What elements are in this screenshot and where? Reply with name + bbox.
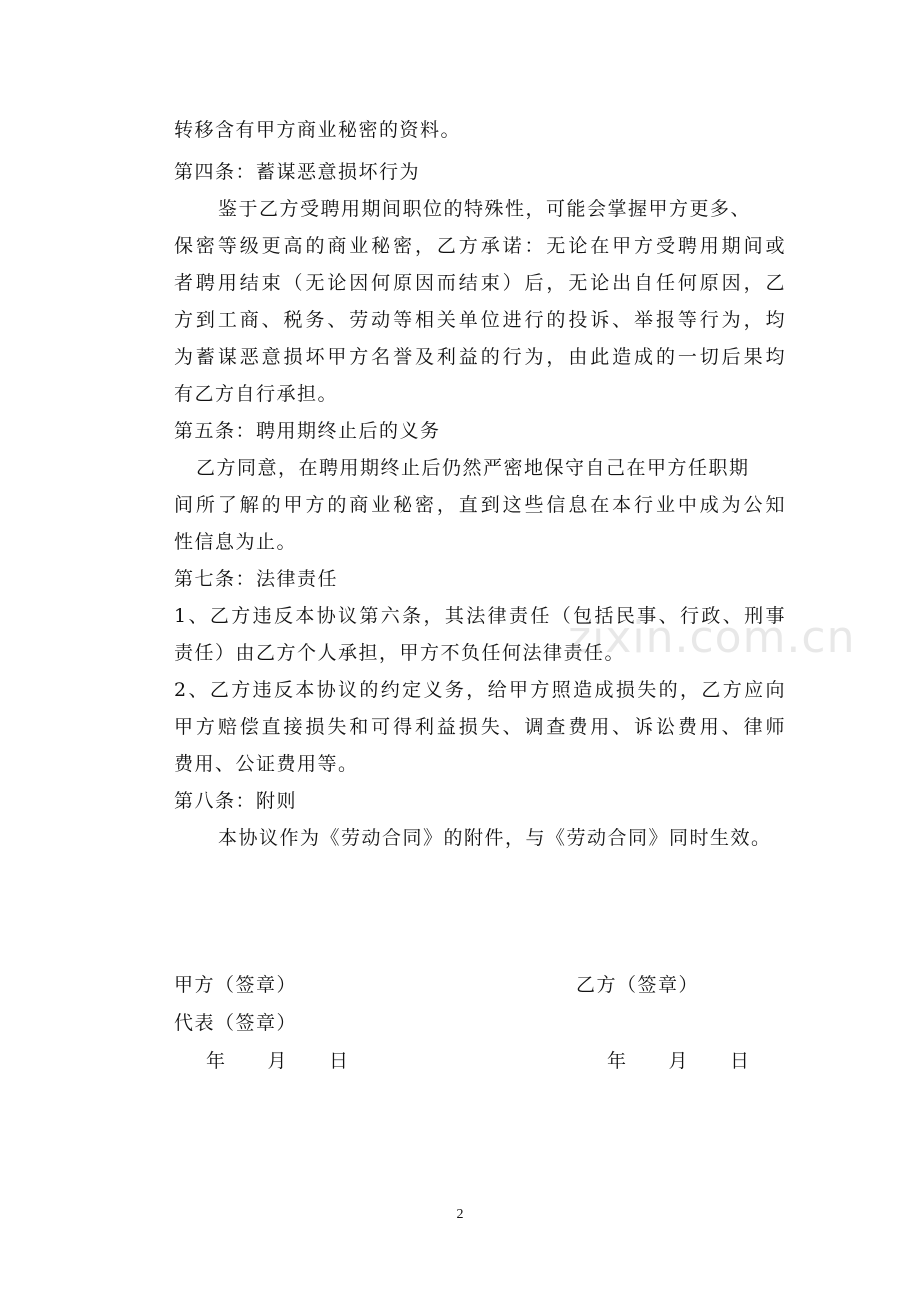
body-line: 本协议作为《劳动合同》的附件，与《劳动合同》同时生效。 xyxy=(218,827,772,849)
body-line: 者聘用结束（无论因何原因而结束）后，无论出自任何原因，乙 xyxy=(174,272,786,294)
watermark: zixin.com.cn xyxy=(568,612,856,663)
page-number: 2 xyxy=(456,1207,464,1222)
party-b-signature: 乙方（签章） xyxy=(576,974,700,996)
body-line: 转移含有甲方商业秘密的资料。 xyxy=(174,119,462,141)
body-line: 责任）由乙方个人承担，甲方不负任何法律责任。 xyxy=(174,642,626,664)
party-a-signature: 甲方（签章） xyxy=(174,974,298,996)
section-heading: 第七条：法律责任 xyxy=(174,568,339,590)
section-heading: 第五条：聘用期终止后的义务 xyxy=(174,420,441,442)
body-line: 为蓄谋恶意损坏甲方名誉及利益的行为，由此造成的一切后果均 xyxy=(174,346,786,368)
body-line: 甲方赔偿直接损失和可得利益损失、调查费用、诉讼费用、律师 xyxy=(174,716,786,738)
body-line: 乙方同意，在聘用期终止后仍然严密地保守自己在甲方任职期 xyxy=(196,457,750,479)
section-heading: 第八条：附则 xyxy=(174,790,298,812)
party-a-date: 年 月 日 xyxy=(206,1050,350,1072)
representative-signature: 代表（签章） xyxy=(174,1012,298,1034)
body-line: 1、乙方违反本协议第六条，其法律责任（包括民事、行政、刑事 xyxy=(174,605,786,627)
body-line: 鉴于乙方受聘用期间职位的特殊性，可能会掌握甲方更多、 xyxy=(218,198,752,220)
body-line: 费用、公证费用等。 xyxy=(174,753,359,775)
body-line: 方到工商、税务、劳动等相关单位进行的投诉、举报等行为，均 xyxy=(174,309,786,331)
body-line: 间所了解的甲方的商业秘密，直到这些信息在本行业中成为公知 xyxy=(174,494,786,516)
body-line: 保密等级更高的商业秘密，乙方承诺：无论在甲方受聘用期间或 xyxy=(174,235,786,257)
body-line: 2、乙方违反本协议的约定义务，给甲方照造成损失的，乙方应向 xyxy=(174,679,786,701)
party-b-date: 年 月 日 xyxy=(607,1050,751,1072)
body-line: 有乙方自行承担。 xyxy=(174,383,339,405)
body-line: 性信息为止。 xyxy=(174,531,298,553)
section-heading: 第四条：蓄谋恶意损坏行为 xyxy=(174,161,421,183)
